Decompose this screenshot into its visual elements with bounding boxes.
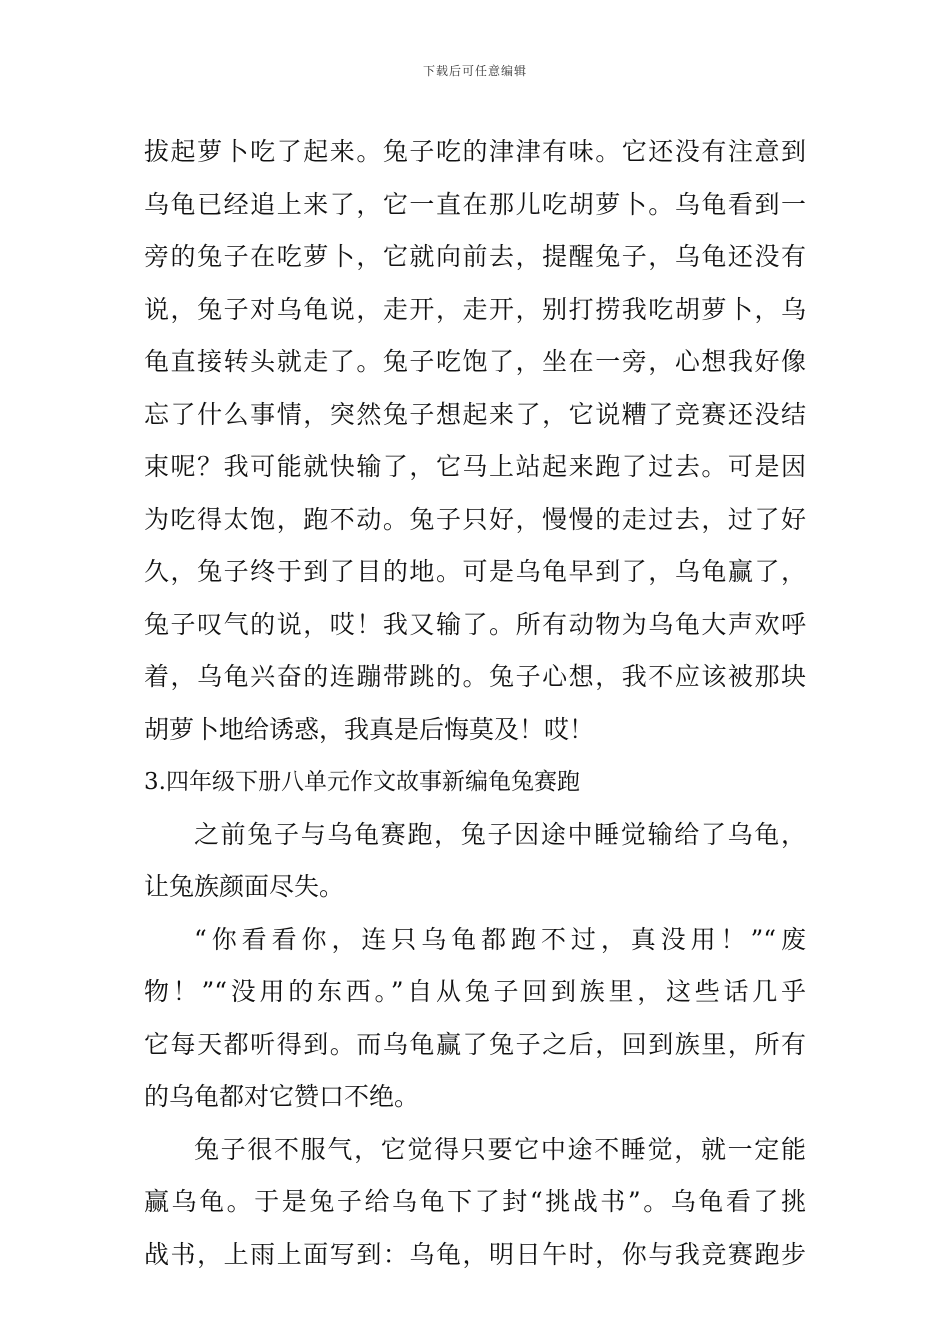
text-line: 龟直接转头就走了。兔子吃饱了，坐在一旁，心想我好像	[144, 347, 806, 376]
text-line: 它每天都听得到。而乌龟赢了兔子之后，回到族里，所有	[144, 1029, 806, 1059]
text-line: 乌龟已经追上来了，它一直在那儿吃胡萝卜。乌龟看到一	[144, 189, 806, 219]
section-heading: 3.四年级下册八单元作文故事新编龟兔赛跑	[144, 769, 580, 795]
paragraph-first-line: 之前兔子与乌龟赛跑，兔子因途中睡觉输给了乌龟，	[194, 819, 806, 849]
text-line: 胡萝卜地给诱惑，我真是后悔莫及！哎！	[144, 714, 595, 744]
text-line: 为吃得太饱，跑不动。兔子只好，慢慢的走过去，过了好	[144, 504, 806, 534]
text-line: 战书，上雨上面写到：乌龟，明日午时，你与我竞赛跑步	[144, 1239, 806, 1269]
text-line: 旁的兔子在吃萝卜，它就向前去，提醒兔子，乌龟还没有	[144, 242, 806, 271]
text-line: 物！”“没用的东西。”自从兔子回到族里，这些话几乎	[144, 977, 806, 1006]
page-header: 下载后可任意编辑	[422, 64, 527, 78]
text-line: 的乌龟都对它赞口不绝。	[144, 1082, 420, 1111]
text-line: 拔起萝卜吃了起来。兔子吃的津津有味。它还没有注意到	[144, 137, 806, 166]
text-line: 忘了什么事情，突然兔子想起来了，它说糟了竞赛还没结	[144, 399, 806, 429]
text-line: 兔子叹气的说，哎！我又输了。所有动物为乌龟大声欢呼	[144, 609, 806, 639]
text-line: 久，兔子终于到了目的地。可是乌龟早到了，乌龟赢了，	[144, 557, 806, 586]
document-body	[144, 126, 806, 1281]
text-line: 束呢？我可能就快输了，它马上站起来跑了过去。可是因	[144, 452, 806, 481]
text-line: 说，兔子对乌龟说，走开，走开，别打捞我吃胡萝卜，乌	[144, 294, 806, 324]
paragraph-first-line: 兔子很不服气，它觉得只要它中途不睡觉，就一定能	[194, 1134, 806, 1164]
text-line: 赢乌龟。于是兔子给乌龟下了封“挑战书”。乌龟看了挑	[144, 1187, 806, 1216]
paragraph-first-line: “你看看你，连只乌龟都跑不过，真没用！”“废	[194, 924, 806, 954]
text-line: 着，乌龟兴奋的连蹦带跳的。兔子心想，我不应该被那块	[144, 662, 806, 691]
text-line: 让兔族颜面尽失。	[144, 872, 345, 901]
